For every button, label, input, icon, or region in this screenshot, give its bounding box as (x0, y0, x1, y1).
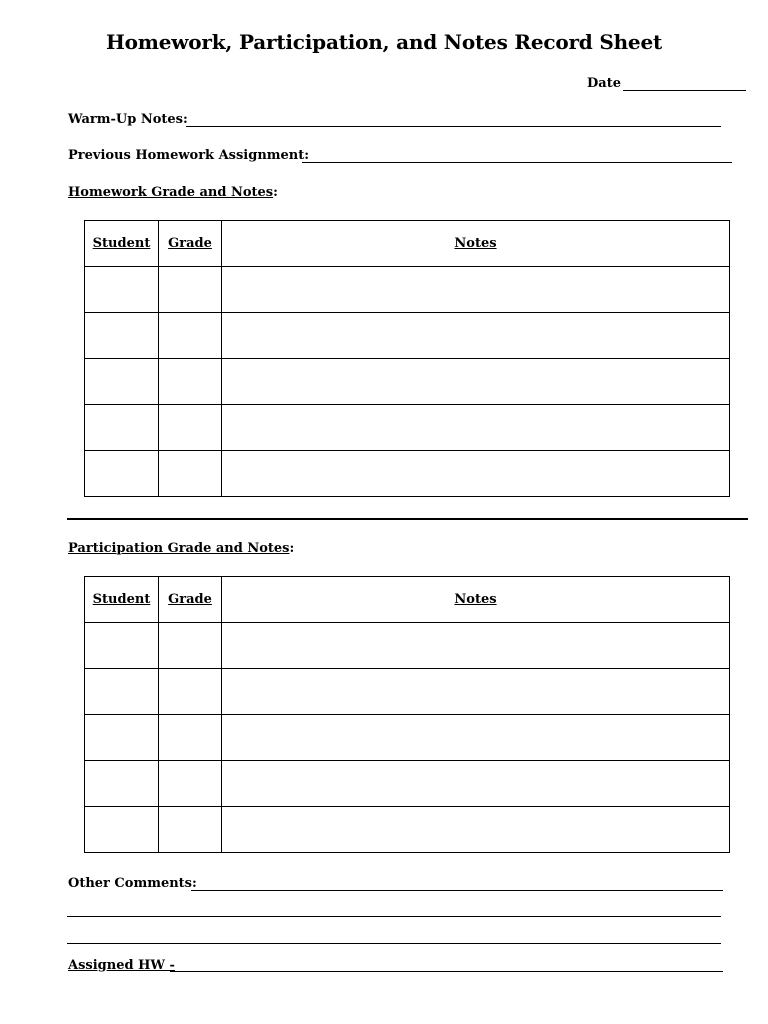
table-header-row (85, 221, 730, 267)
table-row (85, 451, 730, 497)
student-cell[interactable] (85, 359, 159, 405)
notes-cell[interactable] (222, 807, 730, 853)
homework-table (84, 220, 730, 497)
date-field[interactable] (623, 90, 746, 91)
warmup-notes-label: Warm-Up Notes: (68, 112, 188, 127)
previous-homework-label: Previous Homework Assignment: (68, 148, 310, 163)
student-cell[interactable] (85, 313, 159, 359)
column-header-notes: Notes (222, 221, 730, 267)
other-comments-line[interactable] (67, 943, 721, 944)
student-cell[interactable] (85, 451, 159, 497)
grade-cell[interactable] (159, 451, 222, 497)
student-cell[interactable] (85, 405, 159, 451)
student-cell[interactable] (85, 623, 159, 669)
column-header-student: Student (85, 577, 159, 623)
student-cell[interactable] (85, 807, 159, 853)
grade-cell[interactable] (159, 623, 222, 669)
table-row (85, 761, 730, 807)
grade-cell[interactable] (159, 669, 222, 715)
table-row (85, 807, 730, 853)
grade-cell[interactable] (159, 359, 222, 405)
student-cell[interactable] (85, 715, 159, 761)
grade-cell[interactable] (159, 807, 222, 853)
column-header-notes: Notes (222, 577, 730, 623)
table-row (85, 405, 730, 451)
column-header-student: Student (85, 221, 159, 267)
column-header-grade: Grade (159, 577, 222, 623)
warmup-notes-field[interactable] (186, 126, 721, 127)
table-header-row (85, 577, 730, 623)
page-title: Homework, Participation, and Notes Record Sheet (105, 30, 663, 54)
notes-cell[interactable] (222, 761, 730, 807)
notes-cell[interactable] (222, 359, 730, 405)
other-comments-label: Other Comments: (68, 876, 197, 891)
table-row (85, 623, 730, 669)
student-cell[interactable] (85, 669, 159, 715)
table-row (85, 669, 730, 715)
grade-cell[interactable] (159, 715, 222, 761)
previous-homework-field[interactable] (302, 162, 732, 163)
column-header-grade: Grade (159, 221, 222, 267)
participation-table (84, 576, 730, 853)
notes-cell[interactable] (222, 405, 730, 451)
grade-cell[interactable] (159, 761, 222, 807)
student-cell[interactable] (85, 267, 159, 313)
homework-section-heading: Homework Grade and Notes: (68, 185, 278, 200)
notes-cell[interactable] (222, 451, 730, 497)
grade-cell[interactable] (159, 405, 222, 451)
notes-cell[interactable] (222, 715, 730, 761)
table-row (85, 267, 730, 313)
grade-cell[interactable] (159, 267, 222, 313)
assigned-hw-label: Assigned HW - (68, 958, 175, 973)
grade-cell[interactable] (159, 313, 222, 359)
table-row (85, 313, 730, 359)
section-divider (67, 518, 748, 520)
notes-cell[interactable] (222, 623, 730, 669)
student-cell[interactable] (85, 761, 159, 807)
notes-cell[interactable] (222, 669, 730, 715)
other-comments-field[interactable] (191, 890, 723, 891)
table-row (85, 359, 730, 405)
other-comments-line[interactable] (67, 916, 721, 917)
notes-cell[interactable] (222, 267, 730, 313)
participation-section-heading: Participation Grade and Notes: (68, 541, 295, 556)
assigned-hw-field[interactable] (170, 971, 723, 972)
notes-cell[interactable] (222, 313, 730, 359)
table-row (85, 715, 730, 761)
date-label: Date (587, 76, 621, 91)
